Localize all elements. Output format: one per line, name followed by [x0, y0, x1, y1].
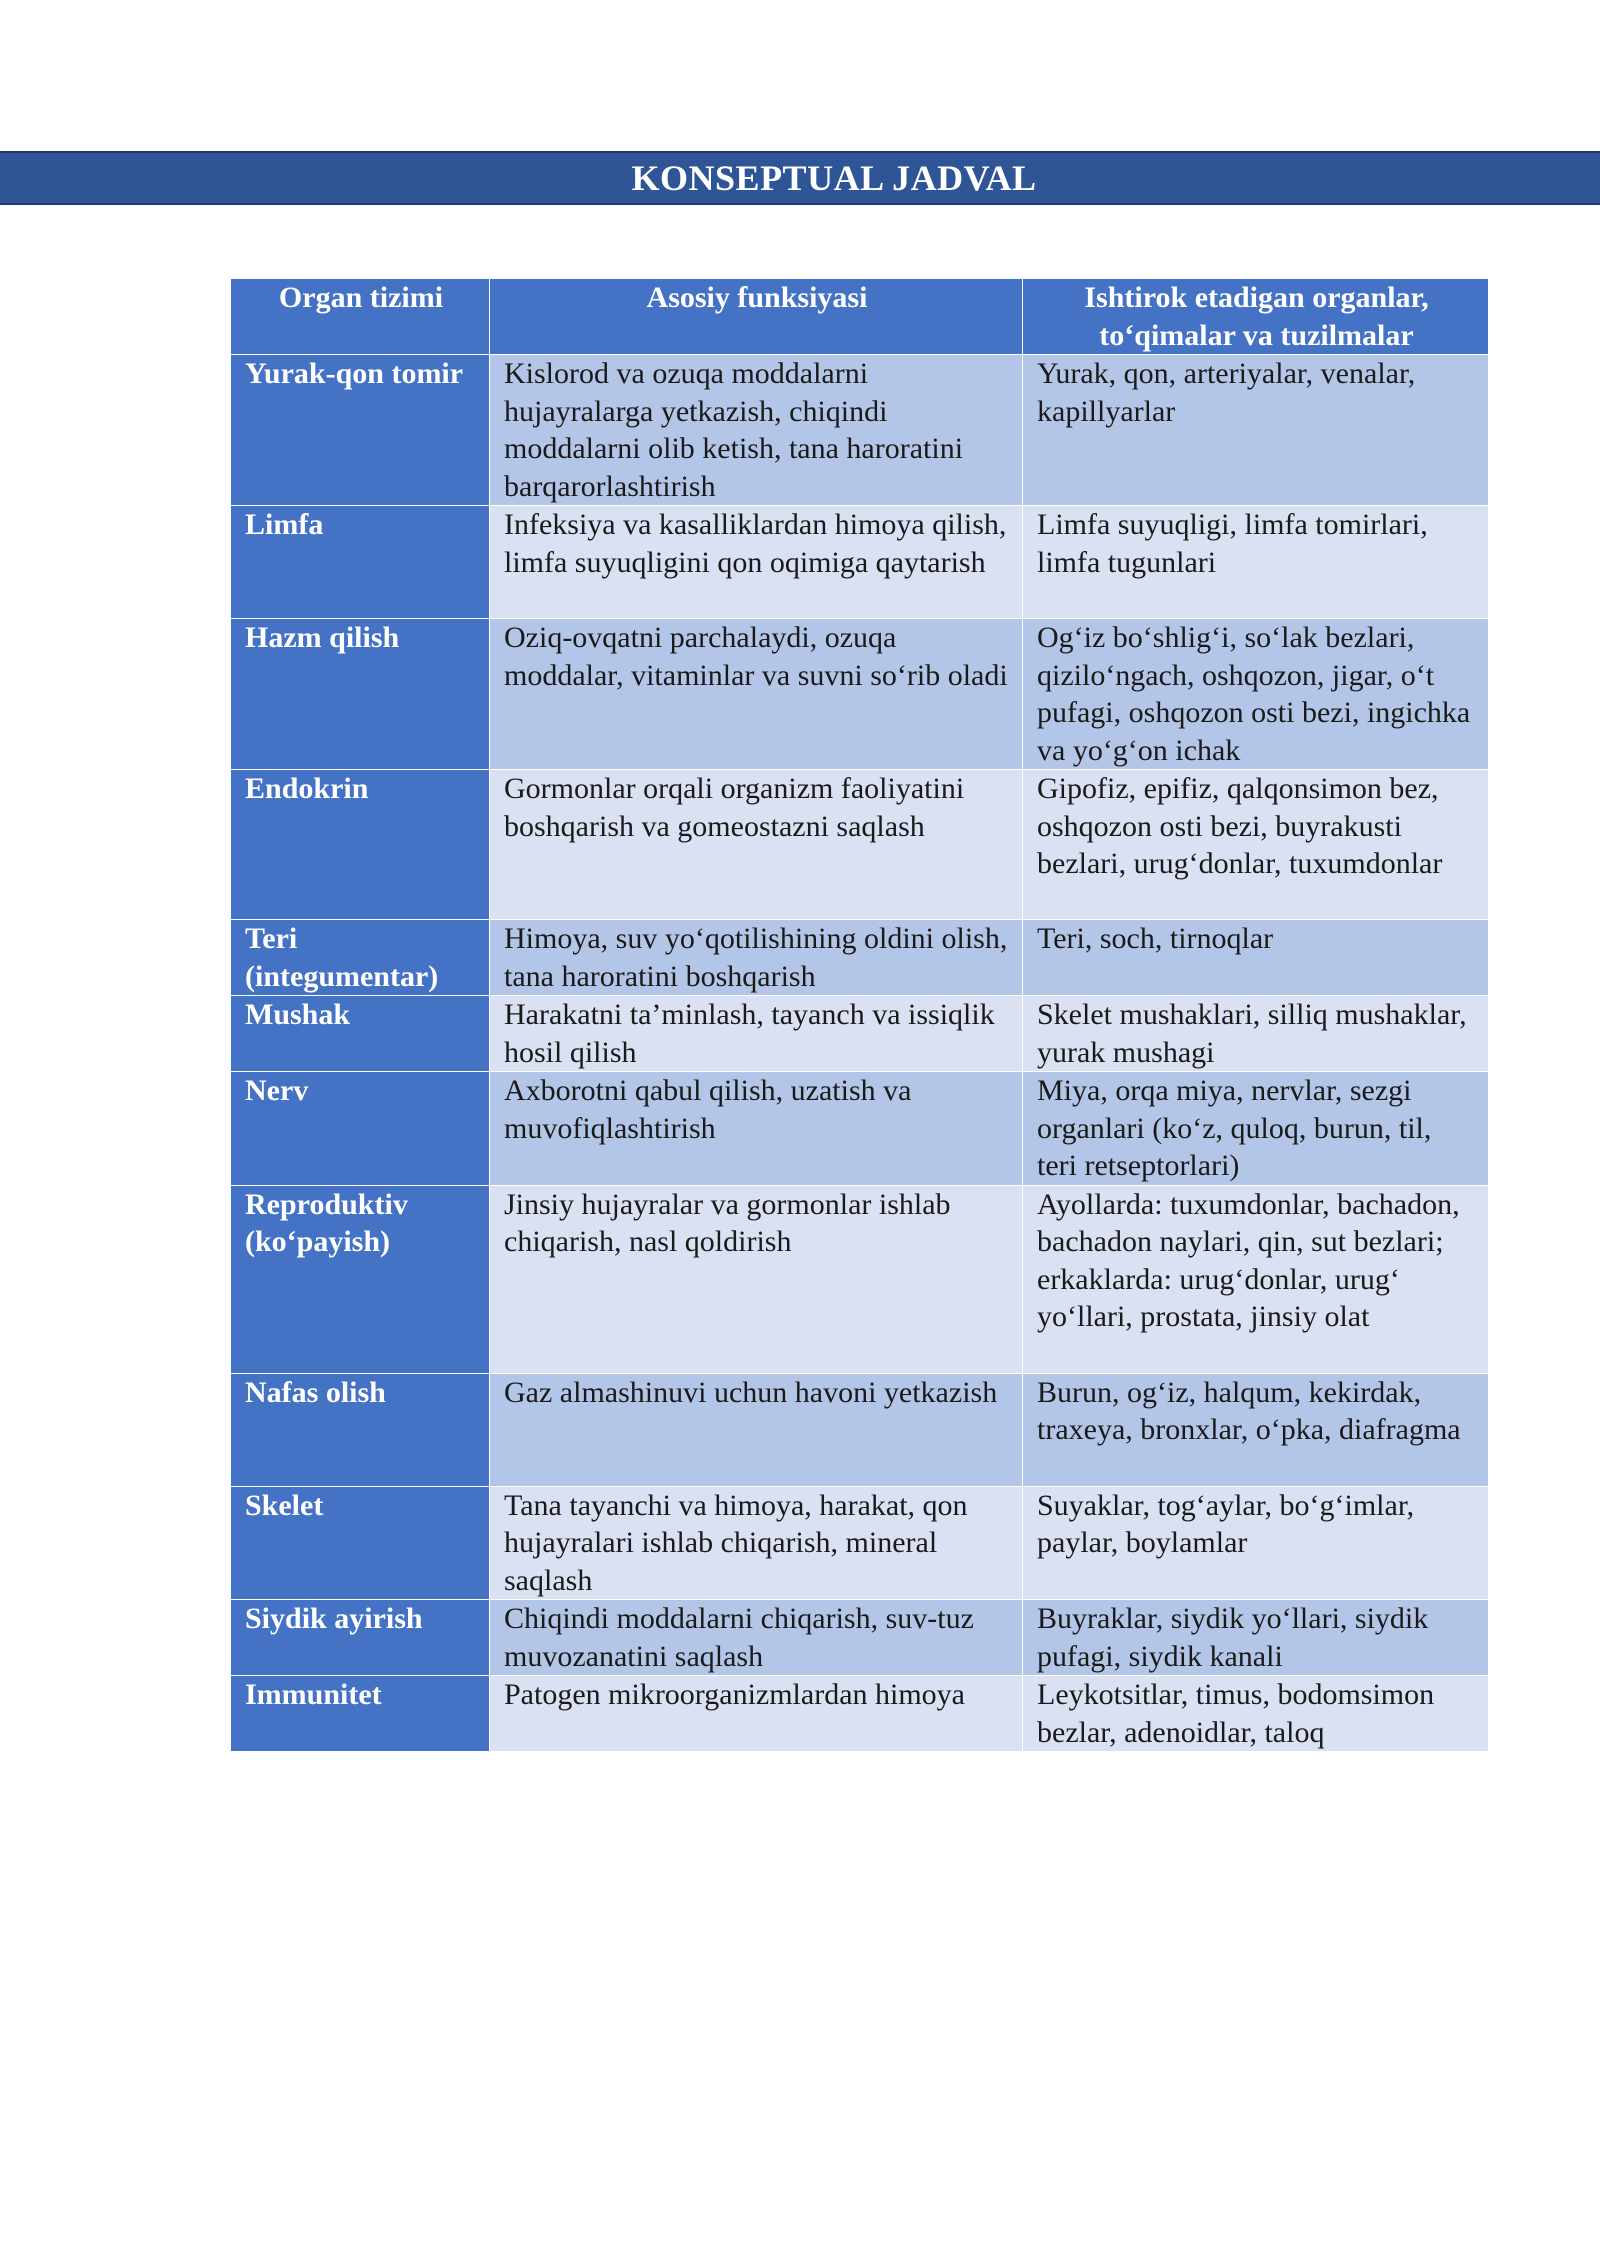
title-bar [0, 151, 1600, 205]
row-function-cell: Oziq-ovqatni parchalaydi, ozuqa moddalar, vitaminlar va suvni so‘rib oladi [490, 619, 1023, 770]
table-row [231, 1373, 1489, 1486]
concept-table [230, 278, 1489, 1752]
row-function-cell: Jinsiy hujayralar va gormonlar ishlab chiqarish, nasl qoldirish [490, 1185, 1023, 1373]
table-row [231, 1185, 1489, 1373]
title-wrap [0, 153, 1600, 203]
row-organs-cell: Leykotsitlar, timus, bodomsimon bezlar, adenoidlar, taloq [1023, 1676, 1489, 1752]
row-system-cell: Nafas olish [231, 1373, 490, 1486]
row-organs-cell: Buyraklar, siydik yo‘llari, siydik pufagi, siydik kanali [1023, 1600, 1489, 1676]
row-organs-cell: Miya, orqa miya, nervlar, sezgi organlari (ko‘z, quloq, burun, til, teri retseptorlari) [1023, 1072, 1489, 1186]
page-title: KONSEPTUAL JADVAL [631, 158, 1037, 198]
header-organ-system: Organ tizimi [231, 279, 490, 355]
row-organs-cell: Og‘iz bo‘shlig‘i, so‘lak bezlari, qizilo‘ngach, oshqozon, jigar, o‘t pufagi, oshqozon osti bezi, ingichka va yo‘g‘on ichak [1023, 619, 1489, 770]
row-system-cell: Mushak [231, 996, 490, 1072]
header-organs-involved: Ishtirok etadigan organlar, to‘qimalar va tuzilmalar [1023, 279, 1489, 355]
table-header-row [231, 279, 1489, 355]
row-function-cell: Chiqindi moddalarni chiqarish, suv-tuz muvozanatini saqlash [490, 1600, 1023, 1676]
row-system-cell: Hazm qilish [231, 619, 490, 770]
row-function-cell: Gaz almashinuvi uchun havoni yetkazish [490, 1373, 1023, 1486]
table-row [231, 1072, 1489, 1186]
table-row [231, 920, 1489, 996]
row-system-cell: Endokrin [231, 770, 490, 920]
row-system-cell: Reproduktiv (ko‘payish) [231, 1185, 490, 1373]
table-row [231, 996, 1489, 1072]
row-organs-cell: Skelet mushaklari, silliq mushaklar, yurak mushagi [1023, 996, 1489, 1072]
row-function-cell: Kislorod va ozuqa moddalarni hujayralarga yetkazish, chiqindi moddalarni olib ketish, tana haroratini barqarorlashtirish [490, 355, 1023, 506]
row-system-cell: Limfa [231, 506, 490, 619]
row-system-cell: Skelet [231, 1486, 490, 1600]
row-organs-cell: Yurak, qon, arteriyalar, venalar, kapillyarlar [1023, 355, 1489, 506]
table-row [231, 1486, 1489, 1600]
row-organs-cell: Ayollarda: tuxumdonlar, bachadon, bachadon naylari, qin, sut bezlari; erkaklarda: urug‘donlar, urug‘ yo‘llari, prostata, jinsiy olat [1023, 1185, 1489, 1373]
row-system-cell: Yurak-qon tomir [231, 355, 490, 506]
row-function-cell: Axborotni qabul qilish, uzatish va muvofiqlashtirish [490, 1072, 1023, 1186]
row-system-cell: Immunitet [231, 1676, 490, 1752]
table-row [231, 506, 1489, 619]
row-function-cell: Patogen mikroorganizmlardan himoya [490, 1676, 1023, 1752]
row-function-cell: Harakatni ta’minlash, tayanch va issiqlik hosil qilish [490, 996, 1023, 1072]
row-function-cell: Tana tayanchi va himoya, harakat, qon hujayralari ishlab chiqarish, mineral saqlash [490, 1486, 1023, 1600]
row-organs-cell: Gipofiz, epifiz, qalqonsimon bez, oshqozon osti bezi, buyrakusti bezlari, urug‘donlar, tuxumdonlar [1023, 770, 1489, 920]
row-system-cell: Siydik ayirish [231, 1600, 490, 1676]
row-organs-cell: Limfa suyuqligi, limfa tomirlari, limfa tugunlari [1023, 506, 1489, 619]
row-organs-cell: Teri, soch, tirnoqlar [1023, 920, 1489, 996]
table-row [231, 619, 1489, 770]
row-system-cell: Nerv [231, 1072, 490, 1186]
table-row [231, 1676, 1489, 1752]
row-organs-cell: Burun, og‘iz, halqum, kekirdak, traxeya, bronxlar, o‘pka, diafragma [1023, 1373, 1489, 1486]
header-main-function: Asosiy funksiyasi [490, 279, 1023, 355]
table-row [231, 770, 1489, 920]
table-row [231, 1600, 1489, 1676]
row-system-cell: Teri (integumentar) [231, 920, 490, 996]
row-function-cell: Himoya, suv yo‘qotilishining oldini olish, tana haroratini boshqarish [490, 920, 1023, 996]
row-function-cell: Gormonlar orqali organizm faoliyatini boshqarish va gomeostazni saqlash [490, 770, 1023, 920]
row-organs-cell: Suyaklar, tog‘aylar, bo‘g‘imlar, paylar, boylamlar [1023, 1486, 1489, 1600]
table-row [231, 355, 1489, 506]
row-function-cell: Infeksiya va kasalliklardan himoya qilish, limfa suyuqligini qon oqimiga qaytarish [490, 506, 1023, 619]
